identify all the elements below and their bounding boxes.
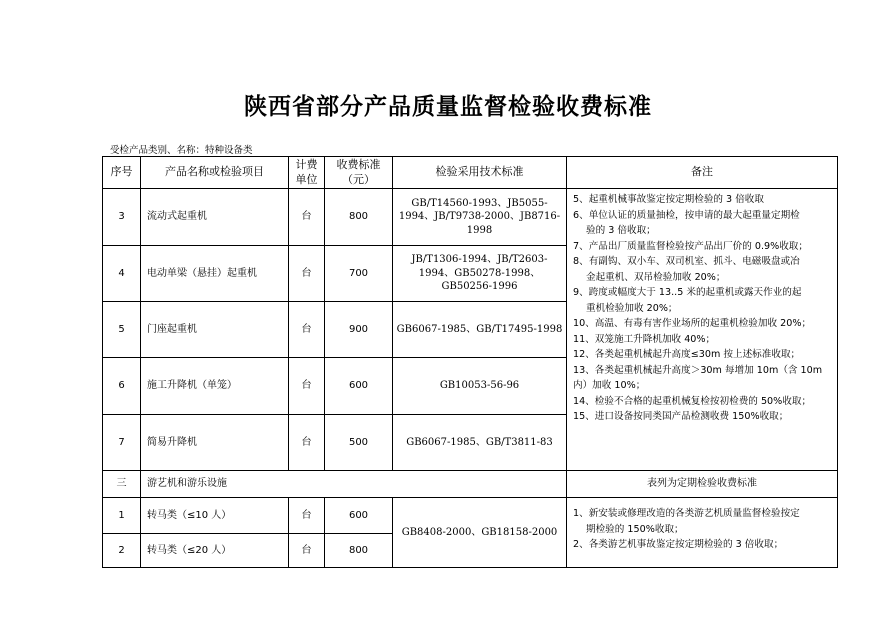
cell-name: 转马类（≤20 人） xyxy=(141,534,289,568)
cell-unit: 台 xyxy=(289,246,325,302)
table-row xyxy=(103,189,838,246)
remark-line: 10、高温、有毒有害作业场所的起重机检验加收 20%； xyxy=(573,318,812,330)
remark-line: 1、新安装或修理改造的各类游艺机质量监督检验按定 xyxy=(573,508,800,519)
remark-line: 验的 3 倍收取； xyxy=(586,225,656,237)
cell-standard: GB6067-1985、GB/T3811-83 xyxy=(393,415,567,471)
cell-standard: JB/T1306-1994、JB/T2603-1994、GB50278-1998、GB50256-1996 xyxy=(393,246,567,302)
cell-seq: 5 xyxy=(103,302,141,358)
header-remark: 备注 xyxy=(567,157,838,189)
header-seq: 序号 xyxy=(103,157,141,189)
cell-fee: 900 xyxy=(325,302,393,358)
header-unit: 计费单位 xyxy=(289,157,325,189)
cell-seq: 6 xyxy=(103,358,141,415)
header-fee: 收费标准（元） xyxy=(325,157,393,189)
cell-fee: 700 xyxy=(325,246,393,302)
cell-standard: GB6067-1985、GB/T17495-1998 xyxy=(393,302,567,358)
remark-line: 15、进口设备按同类国产品检测收费 150%收取； xyxy=(573,411,789,423)
cell-seq: 1 xyxy=(103,498,141,534)
remark-cell xyxy=(567,189,838,471)
cell-seq: 2 xyxy=(103,534,141,568)
cell-seq: 7 xyxy=(103,415,141,471)
cell-unit: 台 xyxy=(289,415,325,471)
page-title: 陕西省部分产品质量监督检验收费标准 xyxy=(244,93,652,120)
remark-cell xyxy=(567,498,838,568)
cell-unit: 台 xyxy=(289,189,325,246)
remark-line: 12、各类起重机械起升高度≤30m 按上述标准收取； xyxy=(573,349,801,361)
remark-line: 11、双笼施工升降机加收 40%； xyxy=(573,333,716,345)
cell-fee: 800 xyxy=(325,534,393,568)
cell-fee: 800 xyxy=(325,189,393,246)
remark-line: 2、各类游艺机事故鉴定按定期检验的 3 倍收取； xyxy=(573,539,784,551)
cell-seq: 3 xyxy=(103,189,141,246)
cell-unit: 台 xyxy=(289,498,325,534)
cell-fee: 600 xyxy=(325,358,393,415)
cell-unit: 台 xyxy=(289,302,325,358)
section-remark: 表列为定期检验收费标准 xyxy=(567,471,838,498)
remark-line: 14、检验不合格的起重机械复检按初检费的 50%收取； xyxy=(573,395,812,407)
remark-line: 期检验的 150%收取； xyxy=(586,523,684,535)
cell-name: 门座起重机 xyxy=(141,302,289,358)
cell-standard: GB/T14560-1993、JB5055-1994、JB/T9738-2000、JB8716-1998 xyxy=(393,189,567,246)
header-standard: 检验采用技术标准 xyxy=(393,157,567,189)
remark-line: 13、各类起重机械起升高度＞30m 每增加 10m（含 10m xyxy=(573,364,823,376)
fee-table xyxy=(102,156,838,568)
cell-name: 电动单梁（悬挂）起重机 xyxy=(141,246,289,302)
subtitle: 受检产品类别、名称：特种设备类 xyxy=(110,145,253,156)
remark-line: 金起重机、双吊检验加收 20%； xyxy=(586,271,726,283)
cell-name: 转马类（≤10 人） xyxy=(141,498,289,534)
remark-line: 重机检验加收 20%； xyxy=(586,302,678,314)
cell-name: 流动式起重机 xyxy=(141,189,289,246)
fee-table-body xyxy=(103,157,838,568)
cell-unit: 台 xyxy=(289,534,325,568)
cell-fee: 500 xyxy=(325,415,393,471)
remark-line: 9、跨度或幅度大于 13..5 米的起重机或露天作业的起 xyxy=(573,287,802,299)
cell-standard: GB8408-2000、GB18158-2000 xyxy=(393,498,567,568)
remark-line: 8、有副钩、双小车、双司机室、抓斗、电磁吸盘或冶 xyxy=(573,256,800,268)
cell-name: 简易升降机 xyxy=(141,415,289,471)
section-row xyxy=(103,471,838,498)
header-name: 产品名称或检验项目 xyxy=(141,157,289,189)
table-row xyxy=(103,498,838,534)
cell-seq: 4 xyxy=(103,246,141,302)
remark-line: 内）加收 10%； xyxy=(573,380,646,392)
remark-line: 7、产品出厂质量监督检验按产品出厂价的 0.9%收取； xyxy=(573,240,808,252)
section-seq: 三 xyxy=(103,471,141,498)
cell-unit: 台 xyxy=(289,358,325,415)
cell-standard: GB10053-56-96 xyxy=(393,358,567,415)
cell-name: 施工升降机（单笼） xyxy=(141,358,289,415)
remark-line: 5、起重机械事故鉴定按定期检验的 3 倍收取 xyxy=(573,194,764,205)
header-row xyxy=(103,157,838,189)
cell-fee: 600 xyxy=(325,498,393,534)
remark-line: 6、单位认证的质量抽检，按申请的最大起重量定期检 xyxy=(573,209,800,221)
section-name: 游艺机和游乐设施 xyxy=(141,471,567,498)
